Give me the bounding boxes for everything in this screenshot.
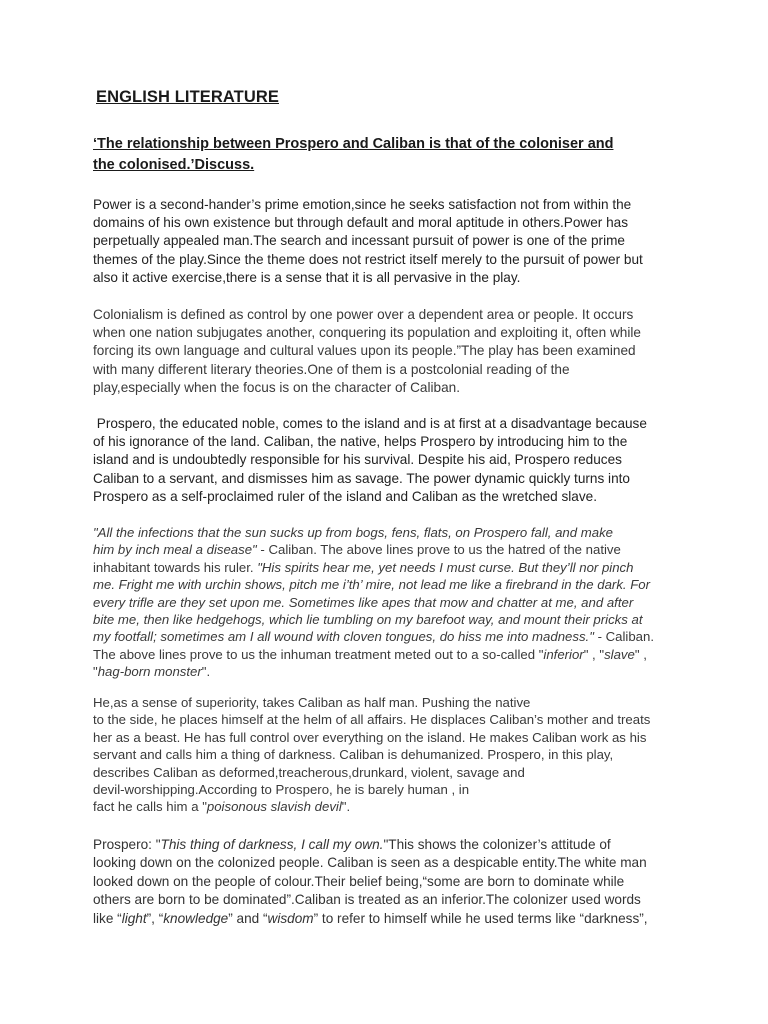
text-line: Prospero as a self-proclaimed ruler of the island and Caliban as the wretched slave.: [93, 488, 597, 504]
text-line: describes Caliban as deformed,treacherous,drunkard, violent, savage and: [93, 764, 525, 780]
text-fragment: ": [93, 664, 98, 680]
text-fragment: ” to refer to himself while he used terms like “darkness”,: [313, 910, 648, 926]
text-fragment: inhabitant towards his ruler.: [93, 559, 258, 575]
text-line: [93, 798, 683, 815]
text-fragment: Prospero: ": [93, 837, 161, 852]
quote-line: me. Fright me with urchin shows, pitch me i’th’ mire, not lead me like a firebrand in the dark. For: [93, 577, 651, 593]
quote-fragment: him by inch meal a disease": [93, 542, 257, 558]
text-line: island and is undoubtedly responsible for his survival. Despite his aid, Prospero reduces: [93, 452, 622, 468]
text-line: Caliban to a servant, and dismisses him as savage. The power dynamic quickly turns into: [93, 470, 630, 486]
paragraph-power: [93, 196, 683, 287]
question-line: the colonised.’Discuss.: [93, 157, 255, 173]
text-fragment: ”, “: [146, 910, 164, 926]
text-fragment: like “: [93, 910, 122, 926]
text-fragment: " ,: [634, 646, 647, 662]
paragraph-colonialism: [93, 306, 683, 397]
text-line: Colonialism is defined as control by one power over a dependent area or people. It occurs: [93, 307, 634, 322]
text-fragment: ".: [341, 799, 351, 815]
text-line: [93, 646, 683, 663]
text-line: [93, 559, 683, 576]
text-line: [93, 628, 683, 645]
quote-line: every trifle are they set upon me. Sometimes like apes that mow and chatter at me, and after: [93, 594, 634, 610]
text-line: looked down on the people of colour.Their belief being,“some are born to dominate while: [93, 873, 625, 889]
text-line: when one nation subjugates another, conquering its population and exploiting it, often while: [93, 325, 641, 341]
quote-fragment: knowledge: [163, 910, 229, 926]
quote-fragment: light: [121, 910, 147, 926]
text-fragment: " , ": [583, 646, 605, 662]
text-line: Prospero, the educated noble, comes to the island and is at first at a disadvantage because: [93, 416, 647, 431]
text-fragment: "This shows the colonizer’s attitude of: [383, 837, 611, 852]
text-fragment: - Caliban. The above lines prove to us the hatred of the native: [256, 542, 621, 558]
text-line: domains of his own existence but through default and moral aptitude in others.Power has: [93, 215, 629, 231]
text-line: perpetually appealed man.The search and incessant pursuit of power is one of the prime: [93, 233, 625, 249]
text-line: [93, 541, 683, 558]
text-line: forcing its own language and cultural values upon its people.”The play has been examined: [93, 343, 636, 359]
text-line: others are born to be dominated”.Caliban is treated as an inferior.The colonizer used words: [93, 892, 641, 908]
text-line: servant and calls him a thing of darkness. Caliban is dehumanized. Prospero, in this play,: [93, 747, 614, 763]
quote-fragment: wisdom: [267, 910, 314, 926]
text-line: with many different literary theories.One of them is a postcolonial reading of the: [93, 361, 570, 377]
document-title: ENGLISH LITERATURE: [96, 88, 279, 106]
quote-fragment: This thing of darkness, I call my own.: [160, 837, 384, 852]
text-fragment: The above lines prove to us the inhuman treatment meted out to a so-called ": [93, 646, 544, 662]
question-line: ‘The relationship between Prospero and Caliban is that of the coloniser and: [93, 136, 614, 152]
text-line: Power is a second-hander’s prime emotion,since he seeks satisfaction not from within the: [93, 197, 632, 212]
quote-fragment: slave: [604, 646, 635, 662]
text-line: [93, 663, 683, 680]
quote-fragment: hag-born monster: [97, 664, 202, 680]
text-line: play,especially when the focus is on the character of Caliban.: [93, 379, 460, 395]
paragraph-thing-of-darkness: [93, 836, 683, 928]
paragraph-prospero-island: [93, 415, 683, 506]
text-fragment: ” and “: [228, 910, 268, 926]
text-fragment: - Caliban.: [593, 629, 655, 645]
text-line: [93, 836, 683, 854]
text-fragment: ".: [201, 664, 211, 680]
paragraph-caliban-quotes: [93, 524, 683, 681]
text-line: devil-worshipping.According to Prospero, he is barely human , in: [93, 782, 470, 798]
quote-fragment: inferior: [543, 646, 584, 662]
text-fragment: fact he calls him a ": [93, 799, 207, 815]
text-line: to the side, he places himself at the helm of all affairs. He displaces Caliban’s mother and treats: [93, 712, 651, 728]
text-line: her as a beast. He has full control over everything on the island. He makes Caliban work as his: [93, 729, 647, 745]
text-line: looking down on the colonized people. Caliban is seen as a despicable entity.The white man: [93, 855, 647, 871]
quote-fragment: my footfall; sometimes am I all wound with cloven tongues, do hiss me into madness.": [93, 629, 594, 645]
quote-fragment: poisonous slavish devil: [206, 799, 342, 815]
paragraph-superiority: [93, 694, 683, 816]
quote-line: "All the infections that the sun sucks up from bogs, fens, flats, on Prospero fall, and make: [93, 525, 613, 540]
text-line: He,as a sense of superiority, takes Caliban as half man. Pushing the native: [93, 695, 531, 710]
essay-question: [93, 134, 683, 176]
text-line: themes of the play.Since the theme does not restrict itself merely to the pursuit of power but: [93, 251, 643, 267]
text-line: of his ignorance of the land. Caliban, the native, helps Prospero by introducing him to the: [93, 434, 628, 450]
quote-fragment: "His spirits hear me, yet needs I must curse. But they’ll nor pinch: [257, 559, 634, 575]
text-line: also it active exercise,there is a sense that it is all pervasive in the play.: [93, 269, 521, 285]
text-line: [93, 910, 683, 928]
quote-line: bite me, then like hedgehogs, which lie tumbling on my barefoot way, and mount their pricks at: [93, 612, 643, 628]
